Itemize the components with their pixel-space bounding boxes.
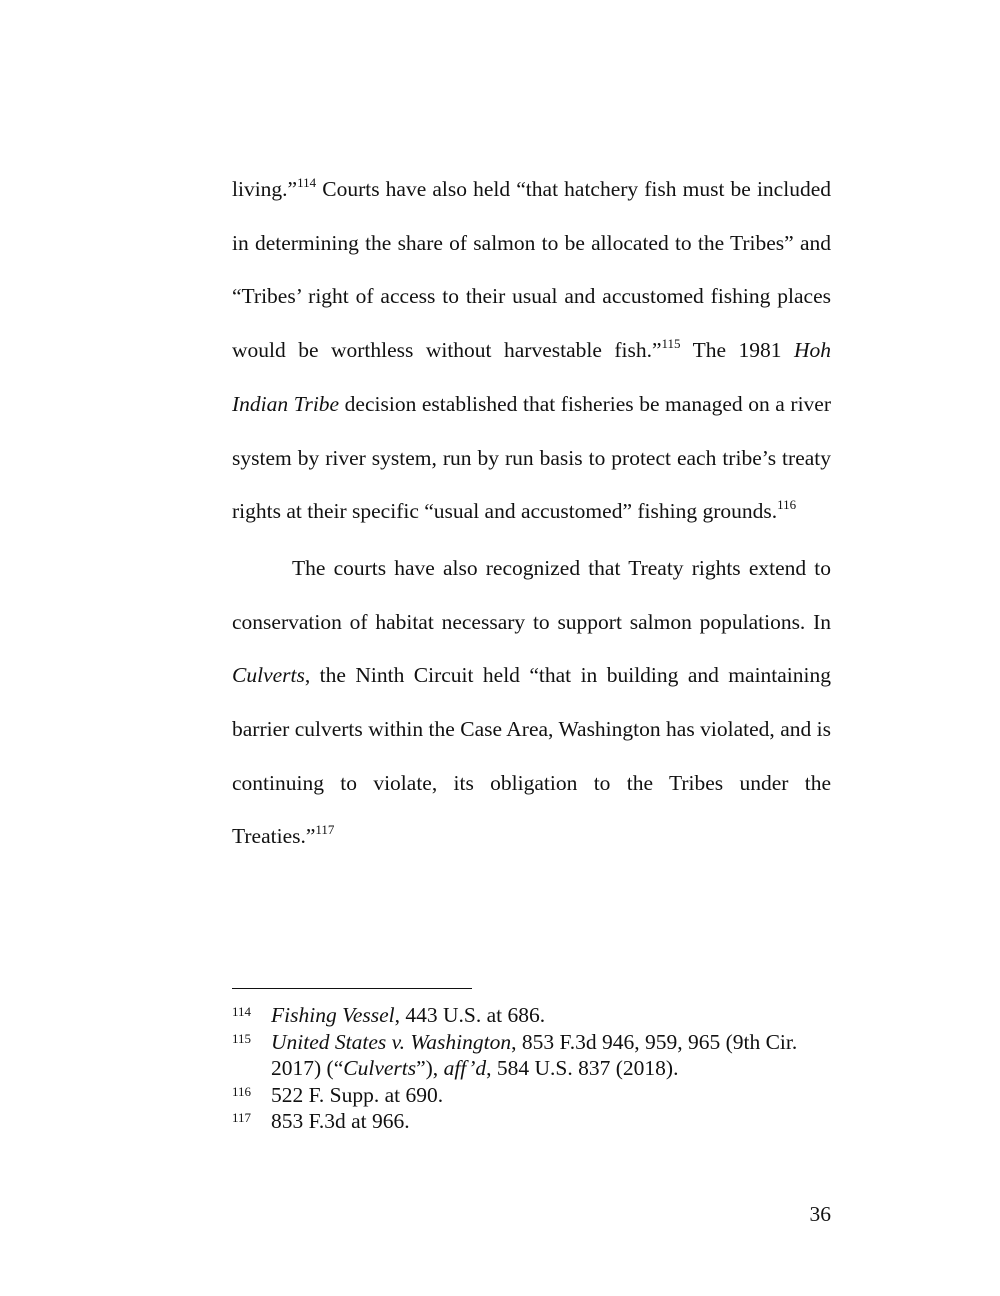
footnote-italic: United States v. Washington xyxy=(271,1029,512,1054)
footnote-italic: Culverts xyxy=(343,1056,417,1080)
paragraph-1 xyxy=(232,163,831,539)
p1-text-4: decision established that fisheries be managed on a river system by river system, run by run basis to protect each tribe’s treaty rights at their specific “usual and accustomed” fishing grounds. xyxy=(232,391,831,524)
footnote-116 xyxy=(232,1082,832,1109)
footnote-114 xyxy=(232,1002,832,1029)
footnote-ref-115[interactable]: 115 xyxy=(661,336,681,352)
p1-text-1: living.” xyxy=(232,177,298,201)
footnote-117 xyxy=(232,1108,832,1135)
footnote-text: ”), xyxy=(416,1056,444,1080)
footnote-text: , 584 U.S. 837 (2018). xyxy=(486,1056,679,1080)
footnote-text: , 853 F.3d 946, 959, 965 (9th Cir. 2017) (“ xyxy=(271,1029,798,1080)
footnote-ref-114[interactable]: 114 xyxy=(297,175,317,190)
footnote-ref-117[interactable]: 117 xyxy=(315,822,335,838)
footnote-number: 114 xyxy=(232,1004,252,1019)
p2-text-2: , the Ninth Circuit held “that in building and maintaining barrier culverts within the Case Area, Washington has violated, and is continuing to violate, its obligation to the Tribes under the Treaties.” xyxy=(232,663,831,849)
case-name-hoh: Hoh Indian Tribe xyxy=(232,338,831,416)
body-text xyxy=(232,163,831,864)
footnote-italic: aff’d xyxy=(443,1056,487,1080)
footnote-number: 115 xyxy=(232,1030,252,1046)
footnotes xyxy=(232,1002,832,1135)
p1-text-2: Courts have also held “that hatchery fish must be included in determining the share of salmon to be allocated to the Tribes” and “Tribes’ right of access to their usual and accustomed fishing places would be worthless without harvestable fish.” xyxy=(232,177,831,363)
p2-text-1: The courts have also recognized that Treaty rights extend to conservation of habitat necessary to support salmon populations. In xyxy=(232,555,831,634)
page-number: 36 xyxy=(809,1202,831,1226)
case-name-culverts: Culverts xyxy=(232,663,305,688)
footnote-text: 522 F. Supp. at 690. xyxy=(271,1082,444,1107)
p1-text-3: The 1981 xyxy=(680,338,794,363)
footnote-number: 116 xyxy=(232,1083,252,1099)
paragraph-2 xyxy=(232,542,831,864)
footnote-text: 853 F.3d at 966. xyxy=(271,1109,410,1133)
footnote-text: , 443 U.S. at 686. xyxy=(394,1003,546,1027)
footnote-number: 117 xyxy=(232,1110,252,1125)
footnote-ref-116[interactable]: 116 xyxy=(777,497,797,513)
footnote-115 xyxy=(232,1029,832,1082)
footnote-separator xyxy=(232,988,472,989)
footnote-italic: Fishing Vessel xyxy=(271,1003,395,1027)
